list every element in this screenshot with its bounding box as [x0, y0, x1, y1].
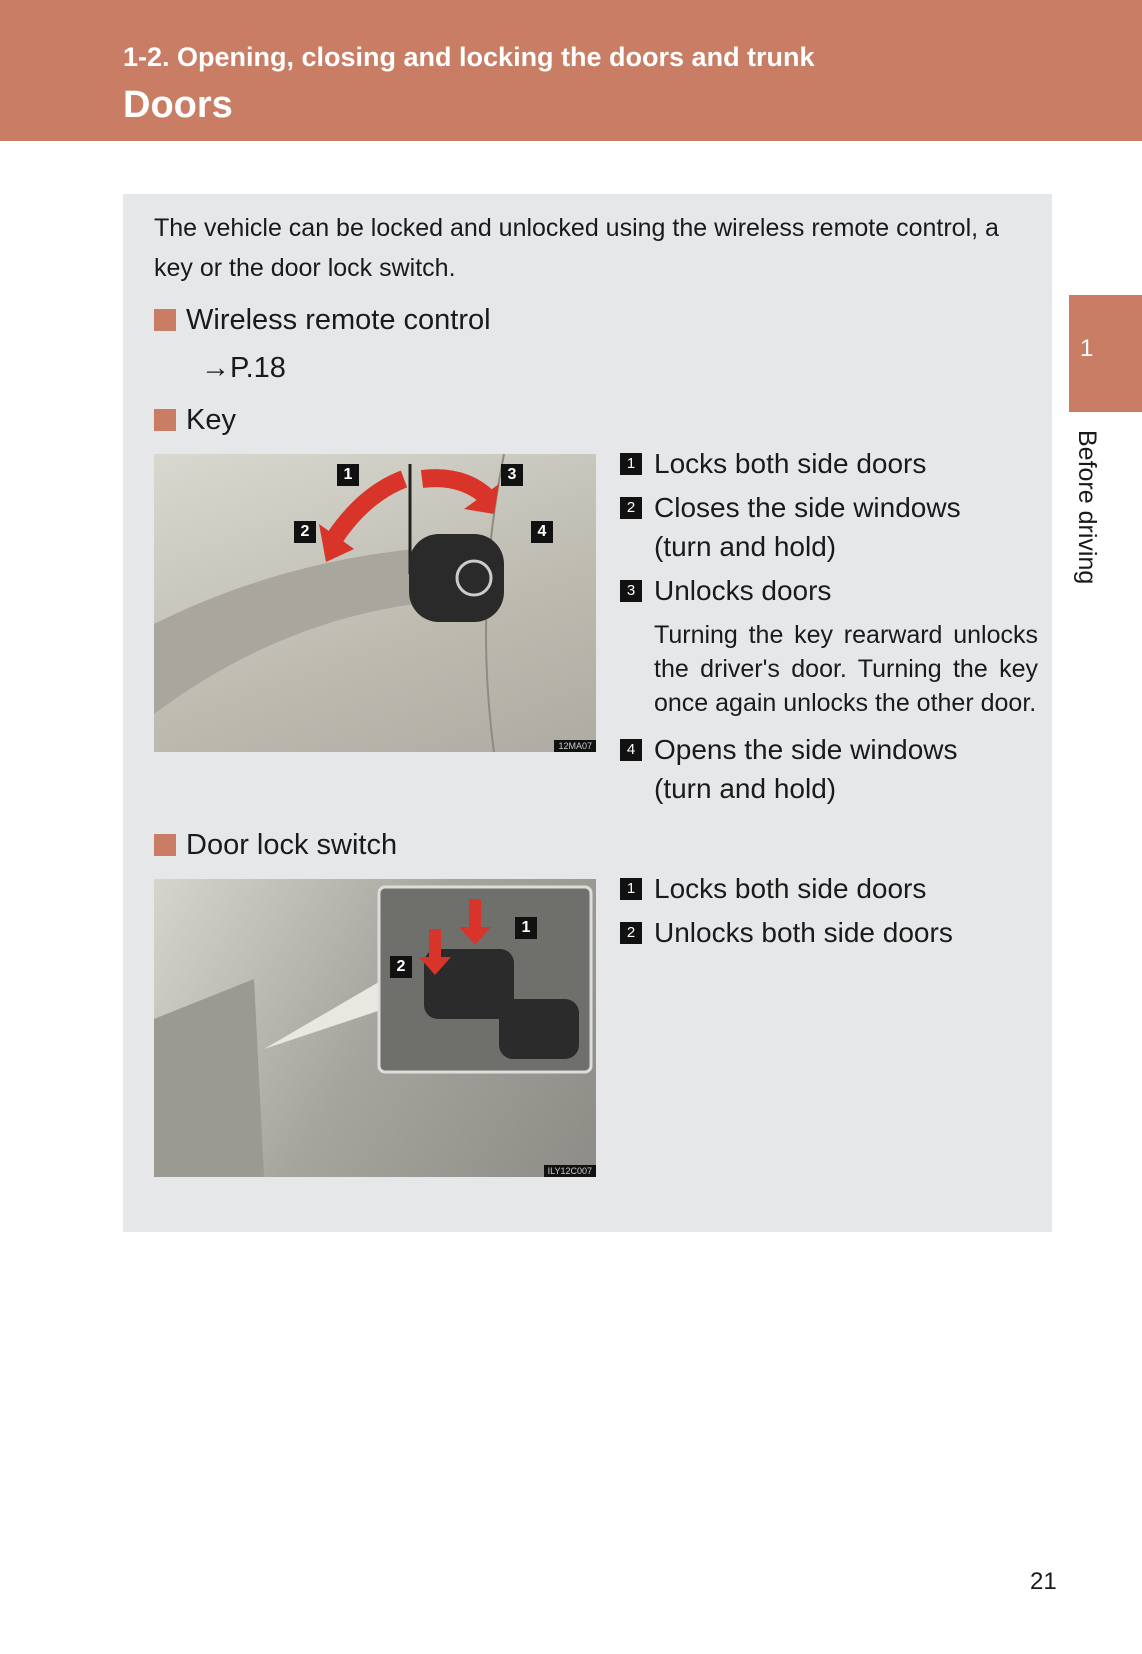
- intro-text: The vehicle can be locked and unlocked using the wireless remote control, a key or the door lock switch.: [154, 214, 999, 282]
- callout-3: 3: [501, 464, 523, 486]
- section-title: 1-2. Opening, closing and locking the doors and trunk: [123, 42, 815, 72]
- number-badge: 2: [620, 922, 642, 944]
- switch-section: [154, 873, 1038, 1177]
- heading-text: Door lock switch: [186, 828, 398, 861]
- list-item: [620, 913, 1038, 952]
- bullet-square-icon: [154, 409, 176, 431]
- note-text: Turning the key rearward unlocks the driver's door. Turning the key once again unlocks the other door.: [654, 621, 1038, 717]
- heading-wireless: [154, 298, 1038, 342]
- item-text: Closes the side windows (turn and hold): [654, 492, 961, 562]
- image-code: 12MA07: [554, 740, 596, 752]
- item-text: Unlocks doors: [654, 575, 832, 606]
- callout-1: 1: [337, 464, 359, 486]
- callout-2: 2: [390, 956, 412, 978]
- chapter-header: [0, 0, 1142, 141]
- door-lock-switch-illustration: [154, 879, 596, 1177]
- chapter-tab[interactable]: 1: [1069, 295, 1142, 412]
- list-item: [620, 488, 1038, 566]
- heading-door-lock-switch: [154, 823, 1038, 867]
- callout-1: 1: [515, 917, 537, 939]
- image-code: ILY12C007: [544, 1165, 596, 1177]
- list-item: [620, 730, 1038, 808]
- number-badge: 1: [620, 878, 642, 900]
- key-section: [154, 448, 1038, 813]
- number-badge: 1: [620, 453, 642, 475]
- item-text: Locks both side doors: [654, 873, 927, 904]
- number-badge: 2: [620, 497, 642, 519]
- callout-2: 2: [294, 521, 316, 543]
- chapter-tab-label: Before driving: [1073, 430, 1101, 585]
- item-text: Opens the side windows (turn and hold): [654, 734, 958, 804]
- bullet-square-icon: [154, 834, 176, 856]
- page-title: Doors: [123, 84, 233, 126]
- item-text: Locks both side doors: [654, 448, 927, 479]
- key-function-list: [620, 444, 1038, 813]
- list-item: [620, 444, 1038, 483]
- item-text: Unlocks both side doors: [654, 917, 953, 948]
- heading-key: [154, 398, 1038, 442]
- content-box: [123, 194, 1052, 1232]
- page-number: 21: [1030, 1568, 1057, 1595]
- callout-4: 4: [531, 521, 553, 543]
- key-illustration: [154, 454, 596, 752]
- heading-text: Key: [186, 403, 236, 436]
- bullet-square-icon: [154, 309, 176, 331]
- door-handle-key-drawing: [154, 454, 596, 752]
- list-item: [620, 869, 1038, 908]
- switch-function-list: [620, 869, 1038, 957]
- page-reference-link[interactable]: →P.18: [201, 352, 286, 384]
- number-badge: 3: [620, 580, 642, 602]
- heading-text: Wireless remote control: [186, 303, 491, 336]
- number-badge: 4: [620, 739, 642, 761]
- list-item: [620, 571, 1038, 610]
